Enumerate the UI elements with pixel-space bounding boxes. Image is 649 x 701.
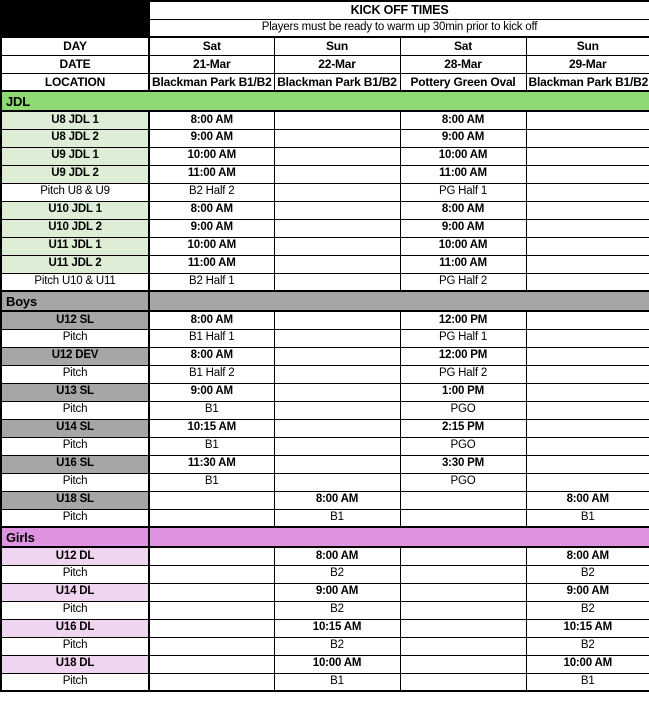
section-band-label: JDL	[1, 91, 649, 111]
schedule-cell: B2	[526, 601, 649, 619]
schedule-cell	[400, 509, 526, 527]
schedule-cell: B1	[149, 473, 274, 491]
schedule-cell: 10:00 AM	[149, 237, 274, 255]
schedule-cell: 8:00 AM	[526, 547, 649, 565]
schedule-row	[1, 219, 649, 237]
schedule-row	[1, 401, 649, 419]
location-value: Blackman Park B1/B2	[149, 73, 274, 91]
schedule-cell: 10:15 AM	[149, 419, 274, 437]
schedule-cell: B1	[149, 401, 274, 419]
schedule-cell: 10:00 AM	[274, 655, 400, 673]
schedule-cell: PG Half 2	[400, 365, 526, 383]
schedule-cell: 11:00 AM	[149, 165, 274, 183]
schedule-cell: PG Half 1	[400, 183, 526, 201]
row-label-cell: U11 JDL 1	[1, 237, 149, 255]
schedule-row	[1, 255, 649, 273]
schedule-cell: 12:00 PM	[400, 311, 526, 329]
schedule-cell: 8:00 AM	[274, 491, 400, 509]
schedule-row	[1, 129, 649, 147]
title-row	[1, 1, 649, 19]
schedule-cell	[400, 637, 526, 655]
day-value: Sun	[526, 37, 649, 55]
row-label-cell: U9 JDL 1	[1, 147, 149, 165]
schedule-cell	[400, 619, 526, 637]
row-label-cell: U10 JDL 1	[1, 201, 149, 219]
schedule-cell	[149, 655, 274, 673]
schedule-cell: PGO	[400, 437, 526, 455]
schedule-cell	[274, 329, 400, 347]
schedule-row	[1, 273, 649, 291]
schedule-cell	[526, 473, 649, 491]
day-value: Sat	[400, 37, 526, 55]
row-label-cell: U10 JDL 2	[1, 219, 149, 237]
schedule-cell	[526, 365, 649, 383]
schedule-cell: 9:00 AM	[149, 383, 274, 401]
schedule-cell: 11:00 AM	[149, 255, 274, 273]
day-value: Sat	[149, 37, 274, 55]
schedule-cell: 2:15 PM	[400, 419, 526, 437]
schedule-cell	[400, 673, 526, 691]
row-label-cell: U18 SL	[1, 491, 149, 509]
schedule-cell: 1:00 PM	[400, 383, 526, 401]
schedule-cell	[274, 383, 400, 401]
schedule-cell	[274, 183, 400, 201]
date-row	[1, 55, 649, 73]
schedule-cell	[526, 111, 649, 129]
schedule-cell	[274, 455, 400, 473]
row-label-cell: Pitch	[1, 473, 149, 491]
schedule-cell	[274, 219, 400, 237]
schedule-cell: B1	[274, 509, 400, 527]
row-label-cell: Pitch	[1, 565, 149, 583]
schedule-cell	[526, 183, 649, 201]
schedule-row	[1, 201, 649, 219]
table-title: KICK OFF TIMES	[149, 1, 649, 19]
schedule-row	[1, 547, 649, 565]
schedule-cell: 9:00 AM	[149, 219, 274, 237]
schedule-cell: 3:30 PM	[400, 455, 526, 473]
schedule-cell	[274, 129, 400, 147]
section-band-label: Boys	[1, 291, 149, 311]
schedule-row	[1, 383, 649, 401]
schedule-cell: PGO	[400, 401, 526, 419]
schedule-cell: 8:00 AM	[149, 311, 274, 329]
schedule-cell: 9:00 AM	[274, 583, 400, 601]
schedule-cell	[274, 473, 400, 491]
row-label-cell: Pitch U10 & U11	[1, 273, 149, 291]
schedule-row	[1, 637, 649, 655]
schedule-cell: B2 Half 1	[149, 273, 274, 291]
row-label-cell: Pitch	[1, 365, 149, 383]
row-label-cell: U16 DL	[1, 619, 149, 637]
schedule-cell	[274, 311, 400, 329]
schedule-cell	[274, 419, 400, 437]
schedule-cell: 9:00 AM	[400, 129, 526, 147]
schedule-row	[1, 473, 649, 491]
schedule-cell: B2	[274, 637, 400, 655]
schedule-cell: 9:00 AM	[400, 219, 526, 237]
schedule-cell	[526, 237, 649, 255]
date-value: 21-Mar	[149, 55, 274, 73]
row-label-cell: U12 SL	[1, 311, 149, 329]
row-label-cell: Pitch U8 & U9	[1, 183, 149, 201]
location-label: LOCATION	[1, 73, 149, 91]
schedule-cell	[274, 437, 400, 455]
schedule-cell	[526, 201, 649, 219]
schedule-cell	[526, 347, 649, 365]
row-label-cell: Pitch	[1, 509, 149, 527]
row-label-cell: U8 JDL 1	[1, 111, 149, 129]
row-label-cell: U8 JDL 2	[1, 129, 149, 147]
row-label-cell: Pitch	[1, 437, 149, 455]
section-band-jdl	[1, 91, 649, 111]
schedule-row	[1, 365, 649, 383]
schedule-cell: 10:00 AM	[400, 147, 526, 165]
schedule-cell	[274, 111, 400, 129]
row-label-cell: Pitch	[1, 673, 149, 691]
schedule-body	[1, 1, 649, 691]
schedule-cell	[149, 565, 274, 583]
date-label: DATE	[1, 55, 149, 73]
schedule-cell: 10:15 AM	[274, 619, 400, 637]
schedule-row	[1, 565, 649, 583]
schedule-cell: B2	[274, 601, 400, 619]
schedule-row	[1, 419, 649, 437]
row-label-cell: U14 SL	[1, 419, 149, 437]
schedule-row	[1, 509, 649, 527]
schedule-cell	[149, 637, 274, 655]
schedule-cell	[526, 455, 649, 473]
location-row	[1, 73, 649, 91]
schedule-row	[1, 183, 649, 201]
schedule-cell	[526, 165, 649, 183]
day-value: Sun	[274, 37, 400, 55]
location-value: Pottery Green Oval	[400, 73, 526, 91]
row-label-cell: U13 SL	[1, 383, 149, 401]
schedule-cell: B1	[274, 673, 400, 691]
schedule-cell	[526, 147, 649, 165]
day-label: DAY	[1, 37, 149, 55]
schedule-cell: 10:00 AM	[149, 147, 274, 165]
schedule-cell: 11:00 AM	[400, 165, 526, 183]
schedule-cell: 9:00 AM	[149, 129, 274, 147]
schedule-cell: 9:00 AM	[526, 583, 649, 601]
schedule-cell: B1	[149, 437, 274, 455]
schedule-cell: 10:00 AM	[526, 655, 649, 673]
schedule-cell	[400, 547, 526, 565]
schedule-cell: PGO	[400, 473, 526, 491]
schedule-cell	[400, 565, 526, 583]
schedule-cell	[274, 255, 400, 273]
section-band-label: Girls	[1, 527, 149, 547]
row-label-cell: U12 DEV	[1, 347, 149, 365]
schedule-cell	[526, 129, 649, 147]
row-label-cell: U9 JDL 2	[1, 165, 149, 183]
schedule-cell: 10:15 AM	[526, 619, 649, 637]
schedule-cell: B2	[274, 565, 400, 583]
schedule-row	[1, 583, 649, 601]
schedule-row	[1, 347, 649, 365]
schedule-cell	[274, 365, 400, 383]
schedule-cell	[400, 491, 526, 509]
schedule-cell: B2	[526, 637, 649, 655]
schedule-cell	[274, 347, 400, 365]
schedule-cell: 8:00 AM	[400, 201, 526, 219]
schedule-row	[1, 655, 649, 673]
schedule-cell	[274, 147, 400, 165]
row-label-cell: U16 SL	[1, 455, 149, 473]
schedule-cell: B1 Half 1	[149, 329, 274, 347]
schedule-row	[1, 673, 649, 691]
row-label-cell: Pitch	[1, 401, 149, 419]
schedule-cell	[149, 547, 274, 565]
schedule-cell: PG Half 1	[400, 329, 526, 347]
schedule-row	[1, 111, 649, 129]
schedule-cell: PG Half 2	[400, 273, 526, 291]
schedule-cell	[400, 655, 526, 673]
row-label-cell: U12 DL	[1, 547, 149, 565]
date-value: 28-Mar	[400, 55, 526, 73]
row-label-cell: U18 DL	[1, 655, 149, 673]
schedule-row	[1, 165, 649, 183]
section-band-fill	[149, 291, 649, 311]
schedule-row	[1, 437, 649, 455]
date-value: 29-Mar	[526, 55, 649, 73]
schedule-cell	[149, 673, 274, 691]
schedule-row	[1, 147, 649, 165]
schedule-cell: 8:00 AM	[526, 491, 649, 509]
schedule-cell	[526, 383, 649, 401]
schedule-cell: B1	[526, 673, 649, 691]
corner-block	[1, 1, 149, 37]
schedule-cell	[149, 583, 274, 601]
schedule-row	[1, 311, 649, 329]
schedule-row	[1, 491, 649, 509]
section-band-boys	[1, 291, 649, 311]
section-band-girls	[1, 527, 649, 547]
schedule-cell: 8:00 AM	[400, 111, 526, 129]
schedule-cell	[400, 601, 526, 619]
schedule-cell: B2 Half 2	[149, 183, 274, 201]
schedule-cell	[274, 273, 400, 291]
schedule-cell: 8:00 AM	[149, 201, 274, 219]
schedule-cell: 12:00 PM	[400, 347, 526, 365]
schedule-cell	[274, 201, 400, 219]
table-subtitle: Players must be ready to warm up 30min prior to kick off	[149, 19, 649, 37]
row-label-cell: Pitch	[1, 329, 149, 347]
schedule-cell	[526, 329, 649, 347]
schedule-cell	[526, 219, 649, 237]
schedule-cell	[526, 311, 649, 329]
schedule-cell	[526, 255, 649, 273]
schedule-cell	[149, 601, 274, 619]
schedule-cell	[274, 237, 400, 255]
schedule-cell	[526, 273, 649, 291]
schedule-cell	[149, 509, 274, 527]
schedule-cell	[149, 491, 274, 509]
schedule-cell	[274, 165, 400, 183]
schedule-cell: B1 Half 2	[149, 365, 274, 383]
row-label-cell: U11 JDL 2	[1, 255, 149, 273]
schedule-row	[1, 237, 649, 255]
schedule-row	[1, 455, 649, 473]
schedule-cell	[274, 401, 400, 419]
schedule-cell: B2	[526, 565, 649, 583]
section-band-fill	[149, 527, 649, 547]
schedule-cell	[400, 583, 526, 601]
schedule-row	[1, 601, 649, 619]
row-label-cell: Pitch	[1, 637, 149, 655]
day-row	[1, 37, 649, 55]
row-label-cell: U14 DL	[1, 583, 149, 601]
schedule-cell	[526, 419, 649, 437]
schedule-cell: 8:00 AM	[149, 111, 274, 129]
schedule-row	[1, 329, 649, 347]
schedule-cell: 11:00 AM	[400, 255, 526, 273]
schedule-row	[1, 619, 649, 637]
schedule-cell: B1	[526, 509, 649, 527]
schedule-cell: 8:00 AM	[274, 547, 400, 565]
location-value: Blackman Park B1/B2	[526, 73, 649, 91]
date-value: 22-Mar	[274, 55, 400, 73]
schedule-cell: 8:00 AM	[149, 347, 274, 365]
location-value: Blackman Park B1/B2	[274, 73, 400, 91]
schedule-cell	[526, 437, 649, 455]
schedule-cell: 11:30 AM	[149, 455, 274, 473]
schedule-cell: 10:00 AM	[400, 237, 526, 255]
schedule-cell	[526, 401, 649, 419]
schedule-cell	[149, 619, 274, 637]
row-label-cell: Pitch	[1, 601, 149, 619]
